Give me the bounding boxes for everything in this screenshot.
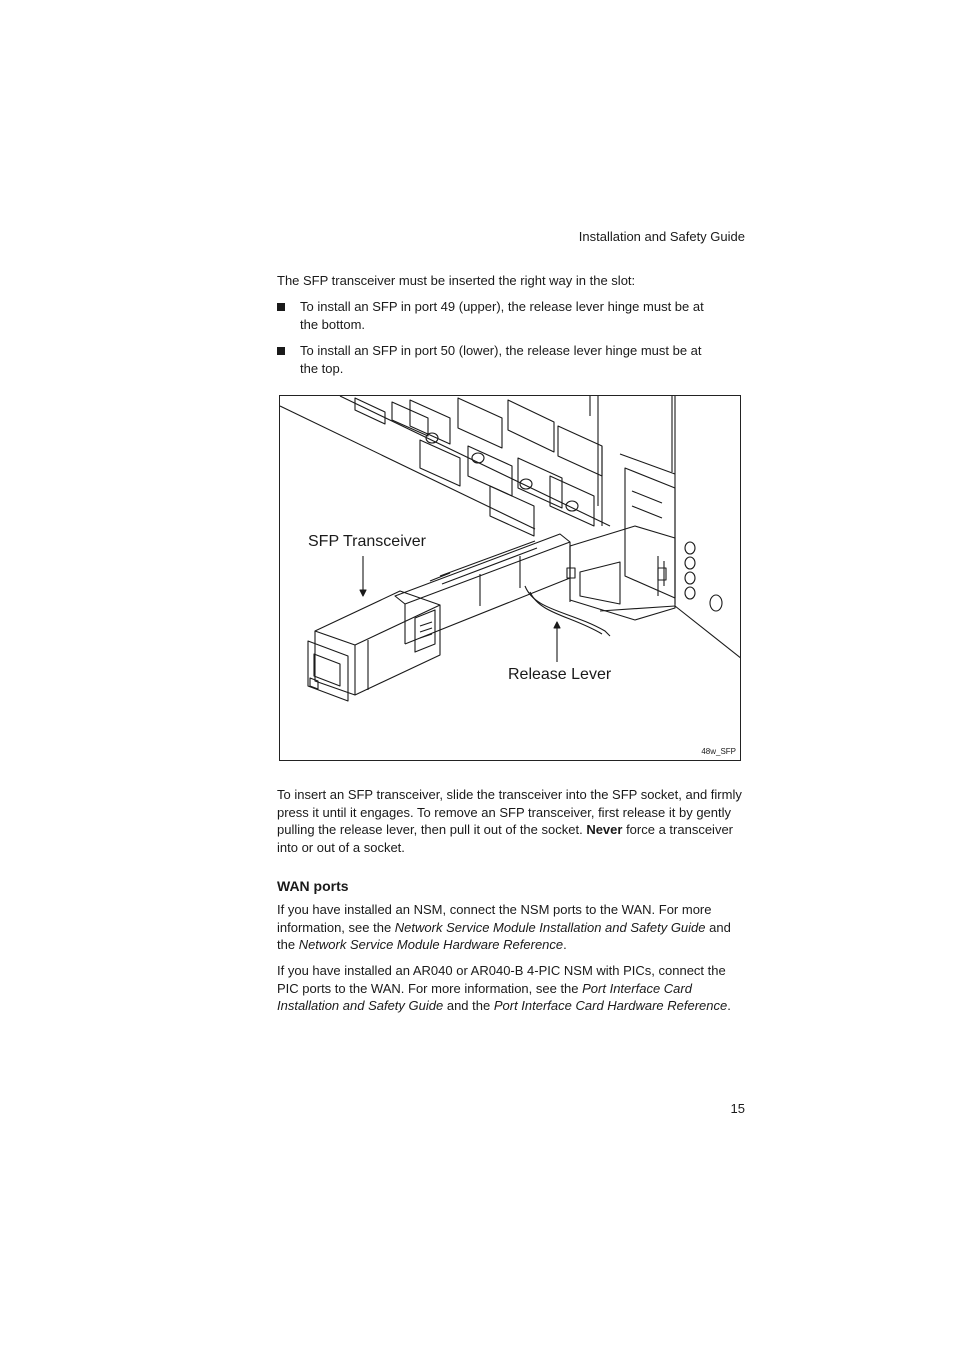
paragraph-text: force a transceiver into or out of a socket. <box>277 822 733 855</box>
release-lever-loop <box>525 586 610 636</box>
list-item <box>277 342 717 378</box>
paragraph-text: If you have installed an NSM, connect the NSM ports to the WAN. For more information, see the <box>277 902 712 935</box>
document-reference: Port Interface Card Installation and Safety Guide <box>277 980 692 1013</box>
paragraph-text: . <box>727 998 731 1013</box>
pic-paragraph <box>277 962 747 1015</box>
section-heading: WAN ports <box>277 878 349 894</box>
list-item <box>277 298 717 334</box>
rj45-port-block <box>355 396 602 536</box>
list-item-text: To install an SFP in port 50 (lower), the release lever hinge must be at the top. <box>300 343 702 376</box>
square-bullet-icon <box>277 347 285 355</box>
paragraph-text: and the <box>443 998 494 1013</box>
square-bullet-icon <box>277 303 285 311</box>
list-item-text: To install an SFP in port 49 (upper), the release lever hinge must be at the bottom. <box>300 299 704 332</box>
release-lever-label: Release Lever <box>508 666 612 683</box>
paragraph-text: To insert an SFP transceiver, slide the transceiver into the SFP socket, and firmly press it until it engages. To remove an SFP transceiver, first release it by gently pulling the release lever, then pull it out of the socket. <box>277 787 742 837</box>
page-number: 15 <box>730 1101 745 1116</box>
intro-paragraph: The SFP transceiver must be inserted the right way in the slot: <box>277 273 636 288</box>
document-reference: Network Service Module Installation and Safety Guide <box>394 919 706 935</box>
document-reference: Port Interface Card Hardware Reference <box>493 998 728 1013</box>
figure-id: 48w_SFP <box>701 747 736 756</box>
sfp-figure <box>279 395 741 761</box>
bullet-list <box>277 298 717 386</box>
installed-transceiver <box>567 526 675 620</box>
insert-instructions-paragraph <box>277 786 747 856</box>
document-reference: Network Service Module Hardware Reference <box>298 937 564 952</box>
running-header: Installation and Safety Guide <box>578 229 745 244</box>
sfp-illustration <box>280 396 741 761</box>
nsm-paragraph <box>277 901 747 954</box>
paragraph-text: and the <box>277 919 731 952</box>
led-indicators <box>685 542 722 611</box>
warning-emphasis: Never <box>586 822 623 837</box>
paragraph-text: . <box>563 937 567 952</box>
sfp-transceiver-label: SFP Transceiver <box>308 533 426 550</box>
paragraph-text: If you have installed an AR040 or AR040-B 4-PIC NSM with PICs, connect the PIC ports to the WAN. For more information, see the <box>277 963 726 996</box>
